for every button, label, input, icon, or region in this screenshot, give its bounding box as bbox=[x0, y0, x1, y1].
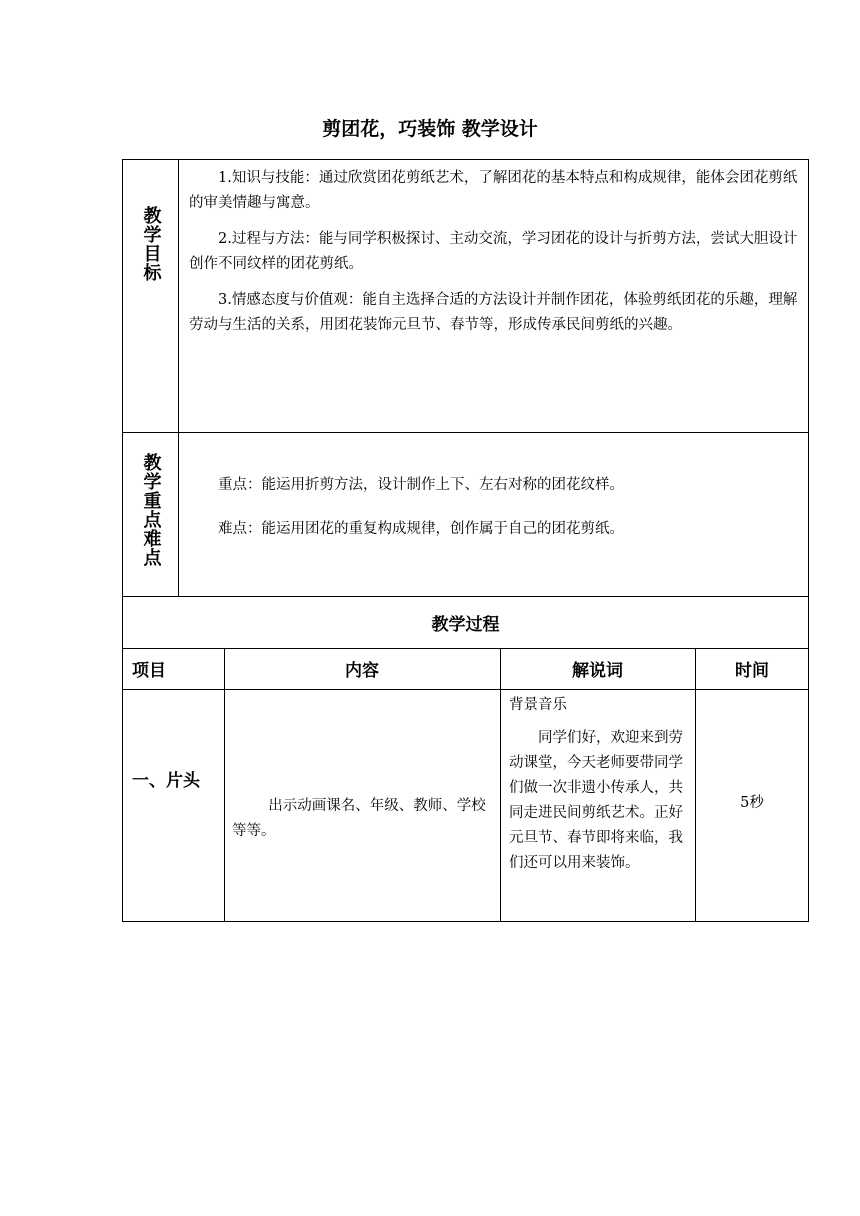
key-points-label-cell bbox=[123, 433, 179, 596]
header-content: 内容 bbox=[345, 661, 379, 681]
objectives-label-cell bbox=[123, 160, 179, 432]
row-item: 一、片头 bbox=[132, 771, 200, 791]
row-narration bbox=[509, 693, 692, 884]
key-points-section bbox=[122, 432, 809, 597]
header-item: 项目 bbox=[132, 661, 166, 681]
header-narration: 解说词 bbox=[572, 661, 623, 681]
objectives-label: 教学目标 bbox=[140, 206, 162, 282]
row-time: 5秒 bbox=[740, 795, 764, 811]
document-title: 剪团花，巧装饰 教学设计 bbox=[322, 118, 538, 140]
objective-item: 1.知识与技能：通过欣赏团花剪纸艺术，了解团花的基本特点和构成规律，能体会团花剪纸的审美情趣与寓意。 bbox=[189, 170, 798, 211]
objectives-content bbox=[179, 160, 808, 432]
narration-heading: 背景音乐 bbox=[509, 697, 567, 713]
row-content: 出示动画课名、年级、教师、学校等等。 bbox=[232, 798, 486, 839]
difficulty-text: 难点：能运用团花的重复构成规律，创作属于自己的团花剪纸。 bbox=[218, 520, 624, 537]
objectives-section bbox=[122, 159, 809, 433]
objective-item: 3.情感态度与价值观：能自主选择合适的方法设计并制作团花，体验剪纸团花的乐趣，理解劳动与生活的关系，用团花装饰元旦节、春节等，形成传承民间剪纸的兴趣。 bbox=[189, 291, 798, 333]
objective-item: 2.过程与方法：能与同学积极探讨、主动交流，学习团花的设计与折剪方法，尝试大胆设计创作不同纹样的团花剪纸。 bbox=[189, 230, 798, 272]
process-title: 教学过程 bbox=[123, 597, 808, 649]
key-points-label: 教学重点难点 bbox=[140, 453, 162, 567]
header-divider bbox=[123, 689, 808, 690]
process-table bbox=[122, 596, 809, 922]
key-points-content bbox=[179, 433, 808, 596]
header-time: 时间 bbox=[735, 661, 769, 681]
narration-text: 同学们好，欢迎来到劳动课堂，今天老师要带同学们做一次非遗小传承人，共同走进民间剪纸艺术。正好元旦节、春节即将来临，我们还可以用来装饰。 bbox=[509, 729, 683, 871]
focus-text: 重点：能运用折剪方法，设计制作上下、左右对称的团花纹样。 bbox=[218, 477, 624, 493]
